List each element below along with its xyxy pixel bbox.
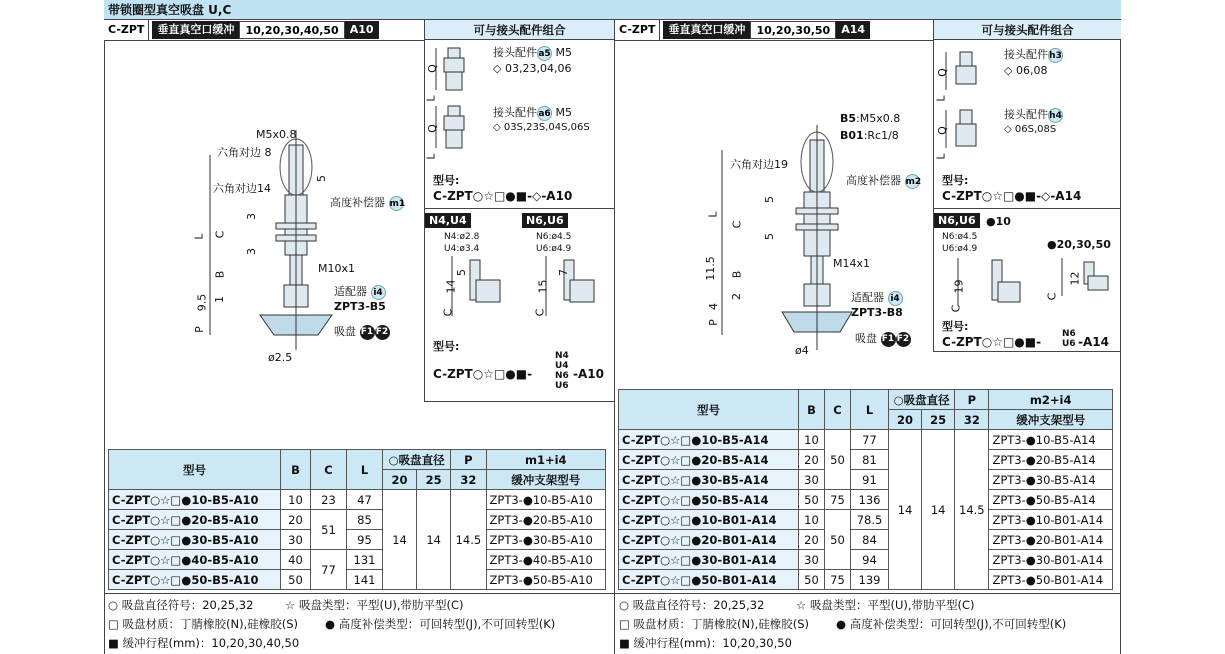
cell-sup: ZPT3-●30-B01-A14 bbox=[989, 550, 1113, 570]
dim-hex8: 六角对边 8 bbox=[217, 146, 272, 159]
cell-l: 95 bbox=[347, 530, 383, 550]
nu-suffix: -A10 bbox=[573, 367, 604, 381]
right-code: C-ZPT bbox=[615, 20, 660, 40]
cell-c: 77 bbox=[311, 550, 347, 590]
left-l2: L bbox=[424, 153, 438, 160]
fitting-codes: 03S,23S,04S,06S bbox=[503, 122, 590, 133]
fitting-thread: M5 bbox=[555, 46, 572, 59]
dim-3: 3 bbox=[245, 213, 258, 220]
note: ☆ 吸盘类型：平型(U),带肋平型(C) bbox=[285, 598, 464, 612]
table-row-model: C-ZPT○☆□●30-B5-A14 bbox=[619, 470, 799, 490]
th-p: P bbox=[955, 390, 989, 410]
dim-B: B bbox=[213, 270, 227, 279]
pad-text: 吸盘 bbox=[855, 332, 877, 345]
right-model-format: C-ZPT○☆□●■-◇-A14 bbox=[942, 189, 1082, 203]
divider bbox=[104, 593, 614, 594]
left-header bbox=[104, 20, 379, 40]
nu-model bbox=[433, 367, 532, 381]
th-sup-badges: m1+i4 bbox=[486, 450, 605, 470]
th-dia-32: 32 bbox=[451, 470, 486, 490]
left-adapter-label bbox=[334, 283, 386, 300]
left-q2: Q bbox=[425, 124, 439, 133]
right-combo-title: 可与接头配件组合 bbox=[934, 20, 1121, 40]
adapter-badge: i4 bbox=[371, 285, 386, 300]
left-nu-tag2: N6,U6 bbox=[522, 213, 568, 228]
cell-l: 84 bbox=[851, 530, 889, 550]
right-fitting2-codes: ◇ 06S,08S bbox=[1004, 124, 1057, 135]
fitting-label: 接头配件 bbox=[1004, 48, 1048, 61]
cell-sup: ZPT3-●20-B5-A14 bbox=[989, 450, 1113, 470]
n6-suffix: -A14 bbox=[1078, 335, 1109, 349]
cell-c: 50 bbox=[825, 430, 851, 490]
left-code: C-ZPT bbox=[104, 20, 149, 40]
right-comp-label bbox=[846, 172, 920, 189]
divider bbox=[933, 208, 1121, 209]
left-fitting-drawings bbox=[425, 42, 488, 162]
cell-sup: ZPT3-●20-B01-A14 bbox=[989, 530, 1113, 550]
cell-p32: 14.5 bbox=[955, 430, 989, 590]
right-fitting2 bbox=[1004, 106, 1063, 123]
comp-text: 高度补偿器 bbox=[330, 196, 385, 209]
cell-sup: ZPT3-●30-B5-A10 bbox=[486, 530, 605, 550]
dim-m10: M10x1 bbox=[318, 262, 355, 275]
cell-c: 50 bbox=[825, 510, 851, 570]
nu-opt: U4 bbox=[555, 361, 569, 371]
cell-sup: ZPT3-●50-B01-A14 bbox=[989, 570, 1113, 590]
dim-C: C bbox=[730, 220, 744, 229]
th-model: 型号 bbox=[619, 390, 799, 430]
th-dia: ○吸盘直径 bbox=[889, 390, 955, 410]
cell-sup: ZPT3-●10-B5-A10 bbox=[486, 490, 605, 510]
cell-sup: ZPT3-●10-B5-A14 bbox=[989, 430, 1113, 450]
comp-badge: m2 bbox=[905, 174, 920, 189]
adapter-text: 适配器 bbox=[334, 285, 367, 298]
right-n6-10: ●10 bbox=[986, 215, 1011, 228]
th-sup: 缓冲支架型号 bbox=[486, 470, 605, 490]
table-row-model: C-ZPT○☆□●30-B5-A10 bbox=[109, 530, 281, 550]
adapter-text: 适配器 bbox=[851, 291, 884, 304]
th-p: P bbox=[451, 450, 486, 470]
fitting-badge: h4 bbox=[1048, 108, 1063, 123]
left-fitting2 bbox=[493, 104, 572, 121]
th-b: B bbox=[281, 450, 311, 490]
cell-p20: 14 bbox=[889, 430, 922, 590]
right-pad-label bbox=[855, 330, 911, 347]
nu-u4: U4:ø3.4 bbox=[444, 244, 480, 254]
cell-b: 50 bbox=[281, 570, 311, 590]
note: □ 吸盘材质：丁腈橡胶(N),硅橡胶(S) bbox=[108, 617, 299, 631]
cell-l: 139 bbox=[851, 570, 889, 590]
table-row-model: C-ZPT○☆□●50-B01-A14 bbox=[619, 570, 799, 590]
left-strokes: 10,20,30,40,50 bbox=[239, 21, 344, 39]
cell-c: 51 bbox=[311, 510, 347, 550]
n6-opt: N6 bbox=[1062, 329, 1076, 339]
cell-l: 136 bbox=[851, 490, 889, 510]
table-row-model: C-ZPT○☆□●10-B01-A14 bbox=[619, 510, 799, 530]
th-c: C bbox=[311, 450, 347, 490]
th-l: L bbox=[347, 450, 383, 490]
page-title: 带锁圈型真空吸盘 U,C bbox=[104, 0, 1121, 20]
right-l2: L bbox=[934, 153, 948, 160]
nu-dim: 5 bbox=[455, 269, 468, 276]
right-n6-203050: ●20,30,50 bbox=[1047, 238, 1111, 251]
table-row-model: C-ZPT○☆□●20-B5-A14 bbox=[619, 450, 799, 470]
divider bbox=[614, 593, 1121, 594]
n6-opt: U6 bbox=[1062, 339, 1076, 349]
dim-5: 5 bbox=[315, 175, 328, 182]
fitting-badge: a5 bbox=[537, 46, 552, 61]
cell-l: 141 bbox=[347, 570, 383, 590]
n6-options bbox=[1062, 329, 1076, 349]
left-q1: Q bbox=[425, 64, 439, 73]
th-sup-badges: m2+i4 bbox=[989, 390, 1113, 410]
cell-c: 23 bbox=[311, 490, 347, 510]
n6-model-fmt: C-ZPT○☆□●■- bbox=[942, 335, 1042, 349]
cell-l: 81 bbox=[851, 450, 889, 470]
left-name: 垂直真空口缓冲 bbox=[152, 21, 239, 39]
cell-sup: ZPT3-●10-B01-A14 bbox=[989, 510, 1113, 530]
th-l: L bbox=[851, 390, 889, 430]
divider bbox=[424, 401, 614, 402]
cell-b: 50 bbox=[799, 570, 825, 590]
dim-m14: M14x1 bbox=[833, 257, 870, 270]
b01: B01 bbox=[840, 129, 864, 142]
nu-dim: 7 bbox=[557, 269, 570, 276]
left-fitting1 bbox=[493, 44, 572, 61]
dim-L: L bbox=[706, 211, 720, 218]
th-c: C bbox=[825, 390, 851, 430]
cell-l: 77 bbox=[851, 430, 889, 450]
left-nu-tag1: N4,U4 bbox=[425, 213, 471, 228]
b01v: :Rc1/8 bbox=[863, 129, 899, 142]
right-n6-drawings bbox=[944, 256, 1114, 312]
th-dia-20: 20 bbox=[889, 410, 922, 430]
dim-P: P bbox=[192, 326, 206, 333]
cell-b: 30 bbox=[799, 550, 825, 570]
right-q1: Q bbox=[935, 68, 949, 77]
cell-sup: ZPT3-●40-B5-A10 bbox=[486, 550, 605, 570]
nu-dim: C bbox=[533, 308, 547, 317]
cell-b: 10 bbox=[799, 430, 825, 450]
divider bbox=[614, 40, 934, 41]
nu-model-label: 型号: bbox=[433, 340, 460, 353]
table-row-model: C-ZPT○☆□●20-B01-A14 bbox=[619, 530, 799, 550]
table-row-model: C-ZPT○☆□●20-B5-A10 bbox=[109, 510, 281, 530]
comp-badge: m1 bbox=[389, 196, 404, 211]
note: □ 吸盘材质：丁腈橡胶(N),硅橡胶(S) bbox=[619, 617, 810, 631]
n6-dim: 12 bbox=[1068, 271, 1082, 286]
th-model: 型号 bbox=[109, 450, 281, 490]
dim-5: 5 bbox=[763, 233, 776, 240]
left-version: A10 bbox=[345, 21, 379, 39]
cell-p20: 14 bbox=[383, 490, 417, 590]
right-l1: L bbox=[934, 95, 948, 102]
note: ● 高度补偿类型：可回转型(J),不可回转型(K) bbox=[325, 617, 556, 631]
th-dia-25: 25 bbox=[417, 470, 451, 490]
note: ■ 缓冲行程(mm)：10,20,30,40,50 bbox=[108, 636, 300, 650]
left-nu-drawings bbox=[440, 254, 600, 324]
right-adapter-label bbox=[851, 289, 903, 306]
cell-b: 20 bbox=[799, 530, 825, 550]
cell-l: 47 bbox=[347, 490, 383, 510]
cell-c: 75 bbox=[825, 490, 851, 510]
left-combo-title: 可与接头配件组合 bbox=[425, 20, 614, 40]
b5: B5 bbox=[840, 112, 857, 125]
right-spec-table bbox=[618, 389, 1113, 590]
note: ● 高度补偿类型：可回转型(J),不可回转型(K) bbox=[836, 617, 1067, 631]
right-strokes: 10,20,30,50 bbox=[750, 21, 836, 39]
table-row-model: C-ZPT○☆□●30-B01-A14 bbox=[619, 550, 799, 570]
right-n6-tag: N6,U6 bbox=[934, 213, 980, 228]
fitting-codes: 03,23,04,06 bbox=[504, 62, 572, 75]
right-fitting1-codes: ◇ 06,08 bbox=[1004, 64, 1048, 77]
note: ☆ 吸盘类型：平型(U),带肋平型(C) bbox=[796, 598, 975, 612]
fitting-thread: M5 bbox=[555, 106, 572, 119]
right-name: 垂直真空口缓冲 bbox=[663, 21, 750, 39]
n6-dim: 19 bbox=[952, 279, 966, 294]
dim-9-5: 9.5 bbox=[195, 293, 209, 312]
cell-b: 30 bbox=[281, 530, 311, 550]
dim-L: L bbox=[192, 233, 206, 240]
th-sup: 缓冲支架型号 bbox=[989, 410, 1113, 430]
fitting-badge: a6 bbox=[537, 106, 552, 121]
note: ■ 缓冲行程(mm)：10,20,30,50 bbox=[619, 636, 792, 650]
n6-dim: C bbox=[1045, 292, 1059, 301]
adapter-code: ZPT3-B5 bbox=[334, 300, 386, 313]
dim-2: 2 bbox=[730, 293, 743, 300]
dim-dia: ø2.5 bbox=[268, 351, 293, 364]
cell-l: 131 bbox=[347, 550, 383, 570]
dim-5: 5 bbox=[763, 196, 776, 203]
dim-m5: M5x0.8 bbox=[256, 128, 297, 141]
cell-l: 91 bbox=[851, 470, 889, 490]
dim-hex19: 六角对边19 bbox=[730, 158, 788, 171]
cell-sup: ZPT3-●50-B5-A10 bbox=[486, 570, 605, 590]
cell-b: 20 bbox=[799, 450, 825, 470]
pad-badge: F1 bbox=[360, 325, 375, 340]
right-version: A14 bbox=[836, 21, 870, 39]
cell-p25: 14 bbox=[922, 430, 955, 590]
fitting-badge: h3 bbox=[1048, 48, 1063, 63]
nu-dim: 14 bbox=[444, 279, 458, 294]
th-dia-25: 25 bbox=[922, 410, 955, 430]
divider bbox=[424, 208, 614, 209]
n6-dim: C bbox=[949, 304, 963, 313]
left-model-label: 型号: bbox=[433, 174, 460, 187]
nu-opt: N6 bbox=[555, 371, 569, 381]
dim-4: 4 bbox=[707, 303, 720, 310]
table-row-model: C-ZPT○☆□●10-B5-A10 bbox=[109, 490, 281, 510]
dim-3: 3 bbox=[245, 248, 258, 255]
divider bbox=[424, 20, 425, 402]
cell-b: 10 bbox=[281, 490, 311, 510]
table-row-model: C-ZPT○☆□●40-B5-A10 bbox=[109, 550, 281, 570]
note: ○ 吸盘直径符号：20,25,32 bbox=[108, 598, 254, 612]
th-dia: ○吸盘直径 bbox=[383, 450, 451, 470]
fitting-codes: 06,08 bbox=[1015, 64, 1048, 77]
adapter-badge: i4 bbox=[888, 291, 903, 306]
cell-sup: ZPT3-●20-B5-A10 bbox=[486, 510, 605, 530]
right-fitting-drawings bbox=[935, 42, 998, 162]
pad-badge: F2 bbox=[896, 332, 911, 347]
nu-dim: 15 bbox=[536, 279, 550, 294]
n6-model-label: 型号: bbox=[942, 320, 969, 333]
b5v: :M5x0.8 bbox=[856, 112, 901, 125]
divider bbox=[933, 351, 1121, 352]
cell-sup: ZPT3-●50-B5-A14 bbox=[989, 490, 1113, 510]
dim-dia: ø4 bbox=[795, 344, 809, 357]
nu-dim: C bbox=[441, 308, 455, 317]
right-b5 bbox=[840, 112, 900, 125]
comp-text: 高度补偿器 bbox=[846, 174, 901, 187]
fitting-label: 接头配件 bbox=[493, 46, 537, 59]
fitting-label: 接头配件 bbox=[493, 106, 537, 119]
left-fitting2-codes: ◇ 03S,23S,04S,06S bbox=[493, 122, 590, 133]
dim-P: P bbox=[706, 319, 720, 326]
cell-sup: ZPT3-●30-B5-A14 bbox=[989, 470, 1113, 490]
cell-b: 20 bbox=[281, 510, 311, 530]
nu-n4: N4:ø2.8 bbox=[444, 232, 480, 242]
right-q2: Q bbox=[935, 126, 949, 135]
dim-B: B bbox=[730, 270, 744, 279]
center-divider bbox=[614, 20, 615, 654]
right-header bbox=[615, 20, 870, 40]
cell-l: 78.5 bbox=[851, 510, 889, 530]
table-row-model: C-ZPT○☆□●50-B5-A10 bbox=[109, 570, 281, 590]
cell-p32: 14.5 bbox=[451, 490, 486, 590]
pad-badge: F2 bbox=[375, 325, 390, 340]
th-b: B bbox=[799, 390, 825, 430]
cell-l: 85 bbox=[347, 510, 383, 530]
left-spec-table bbox=[108, 449, 606, 590]
cell-b: 40 bbox=[281, 550, 311, 570]
nu-opt: N4 bbox=[555, 351, 569, 361]
nu-options bbox=[555, 351, 569, 391]
th-dia-32: 32 bbox=[955, 410, 989, 430]
cell-p25: 14 bbox=[417, 490, 451, 590]
nu-u6: U6:ø4.9 bbox=[536, 244, 572, 254]
right-model-label: 型号: bbox=[942, 174, 969, 187]
table-row-model: C-ZPT○☆□●50-B5-A14 bbox=[619, 490, 799, 510]
adapter-code: ZPT3-B8 bbox=[851, 306, 903, 319]
divider bbox=[933, 20, 934, 352]
cell-b: 30 bbox=[799, 470, 825, 490]
th-dia-20: 20 bbox=[383, 470, 417, 490]
n6-dim: N6:ø4.5 bbox=[942, 232, 978, 242]
divider bbox=[104, 40, 424, 41]
dim-11-5: 11.5 bbox=[703, 256, 717, 281]
left-pad-label bbox=[334, 323, 390, 340]
right-fitting1 bbox=[1004, 46, 1063, 63]
pad-badge: F1 bbox=[881, 332, 896, 347]
left-comp-label bbox=[330, 194, 404, 211]
table-row-model: C-ZPT○☆□●10-B5-A14 bbox=[619, 430, 799, 450]
dim-1: 1 bbox=[213, 296, 226, 303]
left-l1: L bbox=[424, 95, 438, 102]
cell-b: 50 bbox=[799, 490, 825, 510]
left-model-format: C-ZPT○☆□●■-◇-A10 bbox=[433, 189, 573, 203]
nu-model-fmt: C-ZPT○☆□●■- bbox=[433, 367, 533, 381]
cell-c: 75 bbox=[825, 570, 851, 590]
dim-hex14: 六角对边14 bbox=[213, 182, 271, 195]
right-b01 bbox=[840, 129, 899, 142]
nu-opt: U6 bbox=[555, 381, 569, 391]
cell-b: 10 bbox=[799, 510, 825, 530]
pad-text: 吸盘 bbox=[334, 325, 356, 338]
left-fitting1-codes: ◇ 03,23,04,06 bbox=[493, 62, 572, 75]
fitting-codes: 06S,08S bbox=[1014, 124, 1057, 135]
nu-n6: N6:ø4.5 bbox=[536, 232, 572, 242]
u6-dim: U6:ø4.9 bbox=[942, 244, 978, 254]
cell-l: 94 bbox=[851, 550, 889, 570]
note: ○ 吸盘直径符号：20,25,32 bbox=[619, 598, 765, 612]
fitting-label: 接头配件 bbox=[1004, 108, 1048, 121]
dim-C: C bbox=[213, 230, 227, 239]
